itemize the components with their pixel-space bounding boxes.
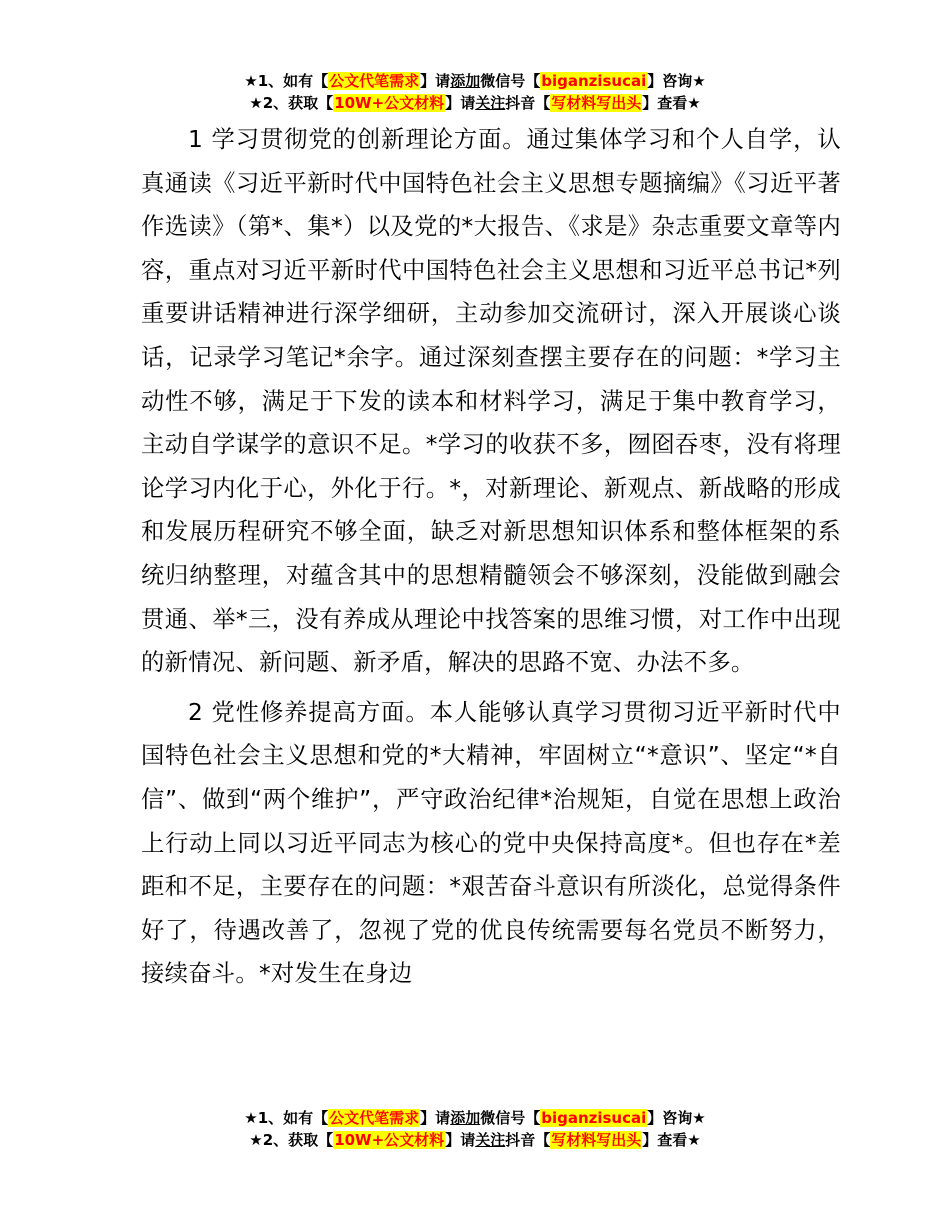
footer-line-1-mid: 】请 <box>420 1109 451 1127</box>
paragraph-2: 2 党性修养提高方面。本人能够认真学习贯彻习近平新时代中国特色社会主义思想和党的*大精神，牢固树立“*意识”、坚定“*自信”、做到“两个维护”，严守政治纪律*治规矩，自觉在思想上政治上行动上同以习近平同志为核心的党中央保持高度*。但也存在*差距和不足，主要存在的问题：*艰苦奋斗意识有所淡化，总觉得条件好了，待遇改善了，忽视了党的优良传统需要每名党员不断努力，接续奋斗。*对发生在身边 <box>141 698 841 988</box>
header-line-2-mid: 】请 <box>445 94 476 112</box>
header-line-1 <box>0 70 950 92</box>
header-offer-highlight: 10W+公文材料 <box>334 94 445 112</box>
footer-account-highlight: 写材料写出头 <box>551 1131 642 1149</box>
footer-wechat-id: biganzisucai <box>541 1109 647 1127</box>
header-follow-text: 关注 <box>475 94 506 112</box>
footer-line-1-mid2: 微信号【 <box>480 1109 541 1127</box>
footer-add-text: 添加 <box>450 1109 481 1127</box>
footer-service-highlight: 公文代笔需求 <box>329 1109 420 1127</box>
footer-line-1-suffix: 】咨询★ <box>647 1109 706 1127</box>
header-line-2-suffix: 】查看★ <box>642 94 701 112</box>
header-line-2-prefix: ★2、获取【 <box>249 94 334 112</box>
header-line-1-suffix: 】咨询★ <box>647 72 706 90</box>
header-line-2-mid2: 抖音【 <box>505 94 551 112</box>
footer-banner <box>0 1107 950 1151</box>
header-banner <box>0 70 950 114</box>
document-body <box>141 118 841 996</box>
footer-line-2-mid2: 抖音【 <box>505 1131 551 1149</box>
header-line-2 <box>0 92 950 114</box>
header-line-1-mid2: 微信号【 <box>480 72 541 90</box>
header-line-1-mid: 】请 <box>420 72 451 90</box>
paragraph-1: 1 学习贯彻党的创新理论方面。通过集体学习和个人自学，认真通读《习近平新时代中国特色社会主义思想专题摘编》《习近平著作选读》（第*、集*）以及党的*大报告、《求是》杂志重要文章等内容，重点对习近平新时代中国特色社会主义思想和习近平总书记*列重要讲话精神进行深学细研，主动参加交流研讨，深入开展谈心谈话，记录学习笔记*余字。通过深刻查摆主要存在的问题：*学习主动性不够，满足于下发的读本和材料学习，满足于集中教育学习，主动自学谋学的意识不足。*学习的收获不多，囫囵吞枣，没有将理论学习内化于心，外化于行。*，对新理论、新观点、新战略的形成和发展历程研究不够全面，缺乏对新思想知识体系和整体框架的系统归纳整理，对蕴含其中的思想精髓领会不够深刻，没能做到融会贯通、举*三，没有养成从理论中找答案的思维习惯，对工作中出现的新情况、新问题、新矛盾，解决的思路不宽、办法不多。 <box>141 126 841 677</box>
footer-line-1 <box>0 1107 950 1129</box>
footer-line-2-suffix: 】查看★ <box>642 1131 701 1149</box>
header-add-text: 添加 <box>450 72 481 90</box>
footer-line-1-prefix: ★1、如有【 <box>244 1109 329 1127</box>
header-account-highlight: 写材料写出头 <box>551 94 642 112</box>
header-service-highlight: 公文代笔需求 <box>329 72 420 90</box>
footer-line-2-prefix: ★2、获取【 <box>249 1131 334 1149</box>
footer-offer-highlight: 10W+公文材料 <box>334 1131 445 1149</box>
footer-line-2-mid: 】请 <box>445 1131 476 1149</box>
footer-line-2 <box>0 1129 950 1151</box>
header-wechat-id: biganzisucai <box>541 72 647 90</box>
header-line-1-prefix: ★1、如有【 <box>244 72 329 90</box>
footer-follow-text: 关注 <box>475 1131 506 1149</box>
